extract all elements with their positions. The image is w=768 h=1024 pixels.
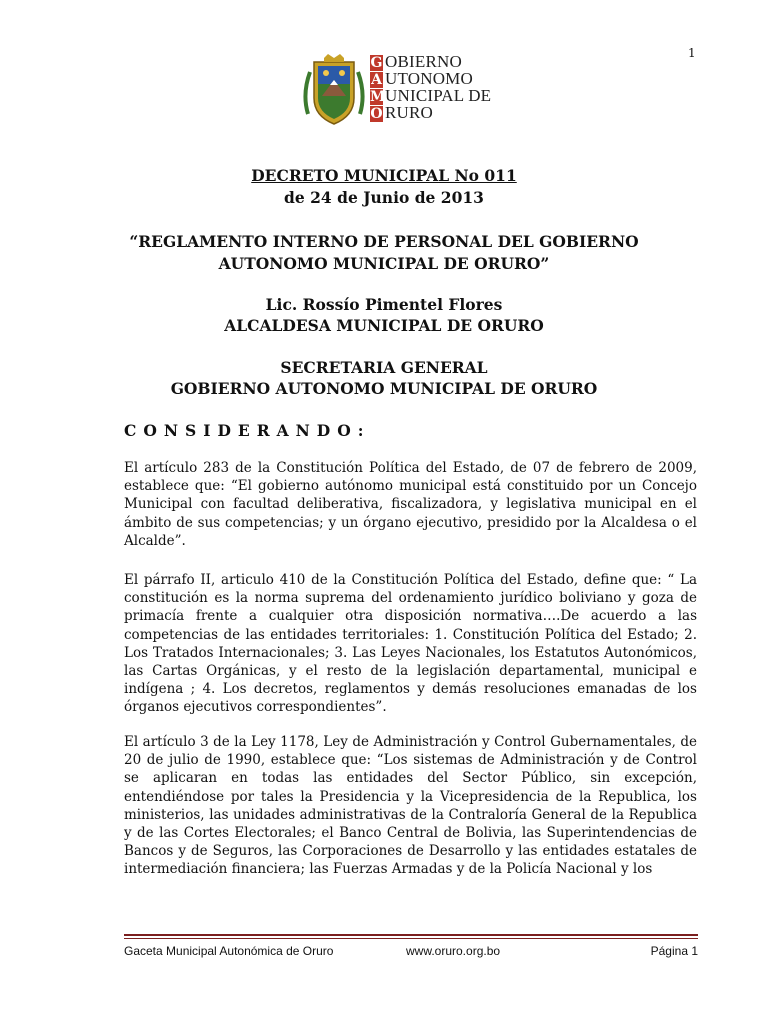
footer-publication: Gaceta Municipal Autonómica de Oruro <box>124 944 334 958</box>
body-paragraph: El artículo 3 de la Ley 1178, Ley de Administración y Control Gubernamentales, de 20 de julio de 1990, establece que: “Los sistemas de Administración y de Control se aplicaran en todas las entidades del Sector Público, sin excepción, entendiéndose por tales la Presidencia y la Vicepresidencia de la Republica, los ministerios, las unidades administrativas de la Contraloría General de la Republica y de las Cortes Electorales; el Banco Central de Bolivia, las Superintendencias de Bancos y de Seguros, las Corporaciones de Desarrollo y las entidades estatales de intermediación financiera; las Fuerzas Armadas y de la Policía Nacional y los <box>124 734 697 878</box>
footer-website-link[interactable]: www.oruro.org.bo <box>406 944 501 958</box>
logo-line: O RURO <box>370 103 434 122</box>
decree-date: de 24 de Junio de 2013 <box>284 188 484 207</box>
page-number: 1 <box>688 46 696 60</box>
office-line: GOBIERNO AUTONOMO MUNICIPAL DE ORURO <box>170 379 598 398</box>
official-title: ALCALDESA MUNICIPAL DE ORURO <box>224 316 544 335</box>
logo-wordmark <box>370 54 491 122</box>
footer-divider <box>124 938 698 939</box>
regulation-title <box>0 231 768 275</box>
logo-line: M UNICIPAL DE <box>370 86 492 105</box>
official-name: Lic. Rossío Pimentel Flores <box>265 295 503 314</box>
issuing-office <box>0 357 768 399</box>
regulation-title-line: AUTONOMO MUNICIPAL DE ORURO” <box>218 254 550 273</box>
regulation-title-line: “REGLAMENTO INTERNO DE PERSONAL DEL GOBIERNO <box>129 232 639 251</box>
logo-line: A UTONOMO <box>371 69 473 88</box>
logo-line: G OBIERNO <box>370 52 462 71</box>
coat-of-arms-icon <box>300 54 368 130</box>
decree-number: DECRETO MUNICIPAL No 011 <box>251 166 517 185</box>
body-paragraph: El artículo 283 de la Constitución Política del Estado, de 07 de febrero de 2009, establece que: “El gobierno autónomo municipal está constituido por un Concejo Municipal con facultad deliberativa, fiscalizadora, y legislativa municipal en el ámbito de sus competencias; y un órgano ejecutivo, presidido por la Alcaldesa o el Alcalde”. <box>124 460 697 549</box>
office-line: SECRETARIA GENERAL <box>280 358 488 377</box>
municipal-logo <box>300 54 515 130</box>
signatory <box>0 294 768 336</box>
decree-header <box>0 166 768 207</box>
footer-page-label: Página 1 <box>650 944 698 958</box>
footer-divider <box>124 934 698 936</box>
considerando-heading: CONSIDERANDO: <box>124 421 371 440</box>
body-paragraph: El párrafo II, articulo 410 de la Constitución Política del Estado, define que: “ La constitución es la norma suprema del ordenamiento jurídico boliviano y goza de primacía frente a cualquier otra disposición normativa….De acuerdo a las competencias de las entidades territoriales: 1. Constitución Política del Estado; 2. Los Tratados Internacionales; 3. Las Leyes Nacionales, los Estatutos Autonómicos, las Cartas Orgánicas, y el resto de la legislación departamental, municipal e indígena ; 4. Los decretos, reglamentos y demás resoluciones emanadas de los órganos ejecutivos correspondientes”. <box>124 572 697 716</box>
page-footer <box>124 944 698 958</box>
